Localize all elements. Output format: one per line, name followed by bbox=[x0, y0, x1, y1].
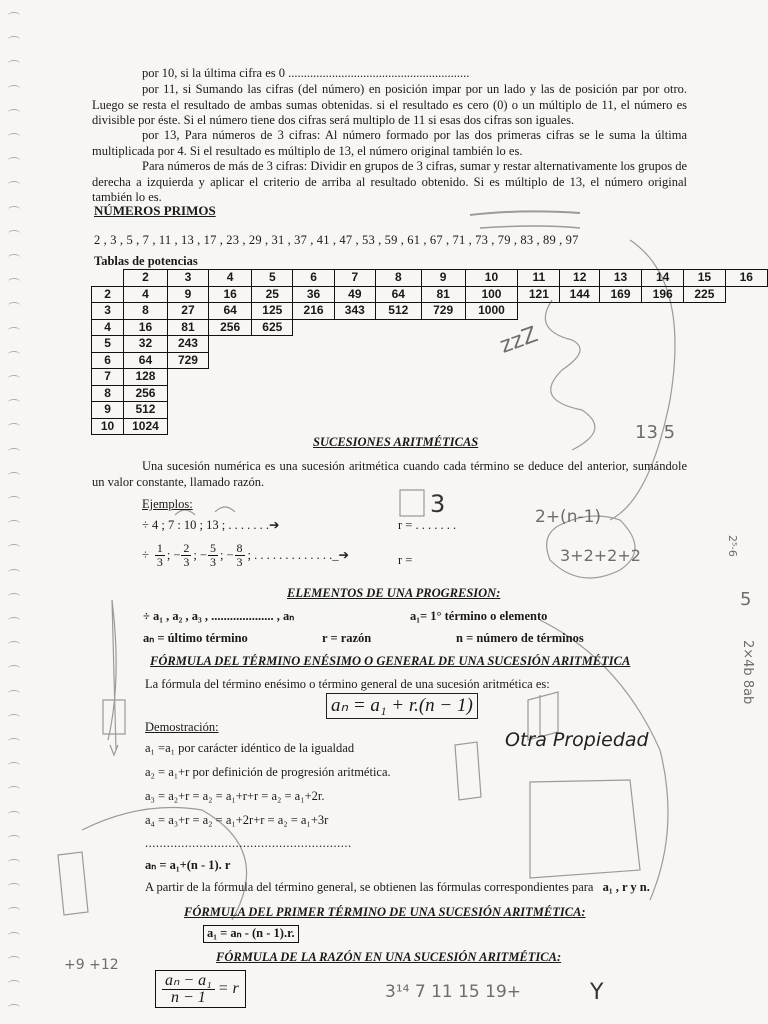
powers-empty bbox=[209, 336, 252, 353]
demo-line: a₄ = a₃+r = a₂ = a₁+2r+r = a₂ = a₁+3r bbox=[145, 813, 329, 827]
powers-empty bbox=[599, 303, 641, 320]
powers-empty bbox=[725, 402, 767, 419]
powers-empty bbox=[684, 336, 725, 353]
powers-value: 49 bbox=[334, 286, 375, 303]
powers-base: 5 bbox=[92, 336, 124, 353]
powers-value: 81 bbox=[421, 286, 465, 303]
powers-value: 27 bbox=[167, 303, 208, 320]
demo-line: a₂ = a₁+r por definición de progresión aritmética. bbox=[145, 765, 391, 779]
sequences-intro: Una sucesión numérica es una sucesión aritmética cuando cada término se deduce del anterior, sumándole un valor constante, llamado razón. bbox=[92, 459, 687, 489]
powers-base: 6 bbox=[92, 352, 124, 369]
powers-row bbox=[92, 303, 768, 320]
powers-title: Tablas de potencias bbox=[94, 254, 198, 268]
powers-empty bbox=[642, 402, 684, 419]
powers-empty bbox=[599, 402, 641, 419]
powers-empty bbox=[421, 369, 465, 386]
powers-value: 1000 bbox=[465, 303, 518, 320]
powers-empty bbox=[599, 369, 641, 386]
powers-empty bbox=[375, 418, 421, 435]
powers-empty bbox=[167, 418, 208, 435]
powers-empty bbox=[252, 418, 293, 435]
powers-exponent: 10 bbox=[465, 270, 518, 287]
example-1: ÷ 4 ; 7 : 10 ; 13 ; . . . . . . .➔ bbox=[142, 518, 280, 532]
general-term-heading: FÓRMULA DEL TÉRMINO ENÉSIMO O GENERAL DE UNA SUCESIÓN ARITMÉTICA bbox=[150, 654, 631, 668]
powers-value: 16 bbox=[209, 286, 252, 303]
powers-empty bbox=[725, 303, 767, 320]
powers-value: 4 bbox=[124, 286, 168, 303]
ratio-fraction bbox=[162, 973, 215, 1005]
general-followup-vars: a₁ , r y n. bbox=[602, 880, 650, 894]
powers-value: 128 bbox=[124, 369, 168, 386]
fraction-sign: − bbox=[173, 547, 181, 562]
powers-value: 121 bbox=[518, 286, 560, 303]
powers-empty bbox=[421, 402, 465, 419]
powers-value: 64 bbox=[124, 352, 168, 369]
powers-empty bbox=[725, 352, 767, 369]
powers-empty bbox=[334, 336, 375, 353]
general-followup bbox=[145, 880, 650, 896]
margin-five: 5 bbox=[740, 589, 752, 610]
powers-base: 2 bbox=[92, 286, 124, 303]
fraction bbox=[226, 542, 244, 569]
powers-empty bbox=[518, 402, 560, 419]
elements-heading: ELEMENTOS DE UNA PROGRESION: bbox=[287, 586, 501, 600]
powers-empty bbox=[684, 385, 725, 402]
rule-13: por 13, Para números de 3 cifras: Al número formado por las dos primeras cifras se le suma la última multiplicada por 4. Si el resultado es múltiplo de 13, el número original también lo es. bbox=[92, 128, 687, 158]
powers-empty bbox=[375, 369, 421, 386]
powers-empty bbox=[599, 385, 641, 402]
powers-empty bbox=[209, 369, 252, 386]
powers-value: 36 bbox=[293, 286, 334, 303]
powers-empty bbox=[252, 369, 293, 386]
fraction-stack bbox=[181, 542, 191, 569]
examples-label: Ejemplos: bbox=[142, 497, 193, 511]
powers-empty bbox=[293, 418, 334, 435]
powers-exponent: 16 bbox=[725, 270, 767, 287]
powers-corner bbox=[92, 270, 124, 287]
powers-value: 512 bbox=[124, 402, 168, 419]
powers-empty bbox=[518, 418, 560, 435]
powers-empty bbox=[375, 402, 421, 419]
powers-empty bbox=[684, 303, 725, 320]
fraction bbox=[173, 542, 197, 569]
powers-empty bbox=[375, 336, 421, 353]
powers-value: 32 bbox=[124, 336, 168, 353]
powers-empty bbox=[293, 369, 334, 386]
powers-value: 256 bbox=[124, 385, 168, 402]
powers-empty bbox=[560, 352, 599, 369]
powers-exponent: 8 bbox=[375, 270, 421, 287]
powers-empty bbox=[421, 319, 465, 336]
fraction-stack bbox=[155, 542, 165, 569]
otra-propiedad-note: Otra Propiedad bbox=[505, 729, 649, 751]
powers-exponent: 13 bbox=[599, 270, 641, 287]
ratio-formula-box bbox=[155, 970, 246, 1008]
powers-empty bbox=[375, 319, 421, 336]
powers-base: 7 bbox=[92, 369, 124, 386]
powers-exponent: 11 bbox=[518, 270, 560, 287]
sequences-heading: SUCESIONES ARITMÉTICAS bbox=[313, 435, 479, 449]
powers-empty bbox=[725, 369, 767, 386]
powers-value: 125 bbox=[252, 303, 293, 320]
powers-empty bbox=[642, 336, 684, 353]
powers-value: 729 bbox=[421, 303, 465, 320]
powers-exponent: 4 bbox=[209, 270, 252, 287]
powers-exponent: 6 bbox=[293, 270, 334, 287]
powers-empty bbox=[725, 336, 767, 353]
powers-base: 3 bbox=[92, 303, 124, 320]
powers-exponent: 7 bbox=[334, 270, 375, 287]
powers-value: 256 bbox=[209, 319, 252, 336]
powers-empty bbox=[209, 402, 252, 419]
fraction-denominator: 3 bbox=[183, 555, 190, 569]
powers-empty bbox=[334, 385, 375, 402]
side-note-2: 3+2+2+2 bbox=[560, 546, 641, 565]
fraction-stack bbox=[235, 542, 245, 569]
powers-empty bbox=[518, 303, 560, 320]
powers-empty bbox=[465, 418, 518, 435]
ratio-numerator: aₙ − a₁ bbox=[162, 973, 215, 990]
powers-exponent: 14 bbox=[642, 270, 684, 287]
powers-header-row bbox=[92, 270, 768, 287]
elements-line1a: ÷ a₁ , a₂ , a₃ , .................... , aₙ bbox=[143, 609, 295, 623]
fraction bbox=[200, 542, 224, 569]
powers-empty bbox=[334, 418, 375, 435]
elements-line2b: r = razón bbox=[322, 631, 372, 645]
powers-value: 8 bbox=[124, 303, 168, 320]
general-result: aₙ = a₁+(n - 1). r bbox=[145, 858, 231, 872]
fraction-sign: − bbox=[199, 547, 207, 562]
powers-exponent: 15 bbox=[684, 270, 725, 287]
fraction-sign: − bbox=[226, 547, 234, 562]
powers-empty bbox=[421, 336, 465, 353]
powers-value: 25 bbox=[252, 286, 293, 303]
general-formula-box: aₙ = a₁ + r.(n − 1) bbox=[326, 693, 478, 719]
elements-line1b: a₁= 1° término o elemento bbox=[410, 609, 548, 623]
powers-empty bbox=[209, 385, 252, 402]
fraction-numerator: 2 bbox=[183, 541, 190, 555]
powers-empty bbox=[725, 319, 767, 336]
powers-empty bbox=[642, 319, 684, 336]
margin-note-1: 2⁵·6 bbox=[726, 535, 739, 557]
demo-dots: ......................................................... bbox=[145, 836, 352, 850]
powers-empty bbox=[560, 402, 599, 419]
powers-value: 64 bbox=[375, 286, 421, 303]
separator: ; bbox=[166, 547, 171, 562]
powers-value: 9 bbox=[167, 286, 208, 303]
powers-empty bbox=[421, 352, 465, 369]
powers-row bbox=[92, 336, 768, 353]
primes-list: 2 , 3 , 5 , 7 , 11 , 13 , 17 , 23 , 29 , 31 , 37 , 41 , 47 , 53 , 59 , 61 , 67 , 71 , 73 , 79 , 83 , 89 , 97 bbox=[94, 233, 579, 247]
powers-empty bbox=[642, 352, 684, 369]
powers-empty bbox=[684, 352, 725, 369]
powers-row bbox=[92, 402, 768, 419]
example-2-tail: ; . . . . . . . . . . . . ._➔ bbox=[247, 547, 349, 562]
powers-empty bbox=[334, 369, 375, 386]
powers-empty bbox=[293, 352, 334, 369]
powers-table bbox=[91, 269, 768, 435]
powers-empty bbox=[209, 418, 252, 435]
powers-exponent: 12 bbox=[560, 270, 599, 287]
powers-row bbox=[92, 352, 768, 369]
example-2-fractions bbox=[155, 542, 248, 569]
general-followup-text: A partir de la fórmula del término general, se obtienen las fórmulas correspondientes para bbox=[145, 880, 594, 894]
powers-empty bbox=[293, 402, 334, 419]
powers-empty bbox=[642, 369, 684, 386]
powers-base: 4 bbox=[92, 319, 124, 336]
powers-value: 196 bbox=[642, 286, 684, 303]
powers-value: 64 bbox=[209, 303, 252, 320]
primes-heading: NÚMEROS PRIMOS bbox=[94, 203, 216, 218]
example-1-r: r = . . . . . . . bbox=[398, 518, 457, 532]
powers-empty bbox=[465, 385, 518, 402]
y-note: Y bbox=[590, 980, 604, 1005]
powers-empty bbox=[167, 402, 208, 419]
powers-row bbox=[92, 385, 768, 402]
powers-exponent: 2 bbox=[124, 270, 168, 287]
powers-empty bbox=[334, 402, 375, 419]
separator: ; bbox=[219, 547, 224, 562]
powers-empty bbox=[421, 385, 465, 402]
powers-empty bbox=[293, 319, 334, 336]
powers-empty bbox=[560, 303, 599, 320]
powers-empty bbox=[725, 385, 767, 402]
powers-exponent: 9 bbox=[421, 270, 465, 287]
powers-value: 1024 bbox=[124, 418, 168, 435]
powers-value: 625 bbox=[252, 319, 293, 336]
separator: ; bbox=[193, 547, 197, 562]
powers-value: 81 bbox=[167, 319, 208, 336]
powers-empty bbox=[684, 369, 725, 386]
powers-empty bbox=[684, 418, 725, 435]
powers-base: 8 bbox=[92, 385, 124, 402]
powers-empty bbox=[642, 385, 684, 402]
fraction-numerator: 1 bbox=[156, 541, 163, 555]
powers-value: 216 bbox=[293, 303, 334, 320]
powers-empty bbox=[684, 319, 725, 336]
powers-empty bbox=[252, 385, 293, 402]
note-13-5: 13 5 bbox=[635, 422, 676, 443]
powers-exponent: 3 bbox=[167, 270, 208, 287]
powers-empty bbox=[293, 385, 334, 402]
example-2: ÷ $\frac{1}{3}$ ; − $\frac{2}{3}$ ; − $\frac{5}{3}$ ; − $\frac{8}{3}$ ; . . . . . . . . . . . . ._➔ bbox=[142, 541, 349, 569]
powers-empty bbox=[560, 418, 599, 435]
powers-value: 225 bbox=[684, 286, 725, 303]
powers-exponent: 5 bbox=[252, 270, 293, 287]
powers-empty bbox=[293, 336, 334, 353]
powers-value: 144 bbox=[560, 286, 599, 303]
margin-note-2: 2×4b 8ab bbox=[740, 640, 755, 705]
rule-13-large: Para números de más de 3 cifras: Dividir en grupos de 3 cifras, sumar y restar alternativamente los grupos de derecha a izquierda y aplicar el criterio de arriba al resultado obtenido. Si es múltiplo de 13, el número original también lo es. bbox=[92, 159, 687, 204]
powers-value: 169 bbox=[599, 286, 641, 303]
demo-line: a₁ =a₁ por carácter idéntico de la igualdad bbox=[145, 741, 355, 755]
fraction-denominator: 3 bbox=[236, 555, 243, 569]
powers-base: 10 bbox=[92, 418, 124, 435]
powers-empty bbox=[334, 352, 375, 369]
powers-empty bbox=[725, 418, 767, 435]
demo-label: Demostración: bbox=[145, 720, 219, 734]
powers-empty bbox=[518, 369, 560, 386]
first-term-formula: a₁ = aₙ - (n - 1).r. bbox=[203, 925, 299, 943]
powers-empty bbox=[167, 369, 208, 386]
fraction-numerator: 8 bbox=[236, 541, 243, 555]
powers-empty bbox=[642, 303, 684, 320]
powers-empty bbox=[252, 402, 293, 419]
fraction bbox=[155, 542, 170, 569]
first-term-heading: FÓRMULA DEL PRIMER TÉRMINO DE UNA SUCESIÓN ARITMÉTICA: bbox=[184, 905, 586, 919]
side-note-1: 2+(n-1) bbox=[535, 507, 602, 527]
powers-empty bbox=[465, 369, 518, 386]
powers-empty bbox=[599, 352, 641, 369]
powers-empty bbox=[560, 336, 599, 353]
powers-row bbox=[92, 369, 768, 386]
zzz-sketch: zzZ bbox=[496, 322, 542, 359]
powers-empty bbox=[252, 352, 293, 369]
powers-value: 343 bbox=[334, 303, 375, 320]
ratio-denominator: n − 1 bbox=[170, 988, 206, 1006]
powers-empty bbox=[560, 385, 599, 402]
powers-empty bbox=[599, 319, 641, 336]
elements-line2a: aₙ = último término bbox=[143, 631, 248, 645]
powers-empty bbox=[560, 319, 599, 336]
powers-empty bbox=[518, 352, 560, 369]
powers-empty bbox=[599, 336, 641, 353]
bottom-sequence-note: 3¹⁴ 7 11 15 19+ bbox=[385, 982, 522, 1002]
powers-value: 729 bbox=[167, 352, 208, 369]
general-intro: La fórmula del término enésimo o término general de una sucesión aritmética es: bbox=[145, 677, 550, 691]
powers-empty bbox=[252, 336, 293, 353]
powers-empty bbox=[560, 369, 599, 386]
answer-r-handwritten: 3 bbox=[430, 490, 446, 518]
powers-empty bbox=[421, 418, 465, 435]
powers-empty bbox=[518, 385, 560, 402]
fraction-denominator: 3 bbox=[156, 555, 163, 569]
powers-empty bbox=[684, 402, 725, 419]
example-2-r: r = bbox=[398, 553, 413, 567]
fraction-denominator: 3 bbox=[209, 555, 216, 569]
powers-empty bbox=[375, 385, 421, 402]
fraction-numerator: 5 bbox=[209, 541, 216, 555]
powers-value: 243 bbox=[167, 336, 208, 353]
rule-10: por 10, si la última cifra es 0 .......................................................... bbox=[142, 66, 470, 80]
powers-empty bbox=[375, 352, 421, 369]
powers-base: 9 bbox=[92, 402, 124, 419]
powers-row bbox=[92, 286, 768, 303]
powers-empty bbox=[209, 352, 252, 369]
powers-empty bbox=[334, 319, 375, 336]
powers-row bbox=[92, 319, 768, 336]
left-note: +9 +12 bbox=[64, 957, 119, 973]
demo-line: a₃ = a₂+r = a₂ = a₁+r+r = a₂ = a₁+2r. bbox=[145, 789, 325, 803]
powers-empty bbox=[465, 402, 518, 419]
powers-empty bbox=[167, 385, 208, 402]
rule-11: por 11, si Sumando las cifras (del número) en posición impar por un lado y las de posición par por otro. Luego se resta el resultado de ambas sumas obtenidas. si el resultado es cero (0) o un múltiplo de 11, el número es divisible por éste. Si el número tiene dos cifras será multiplo de 11 si esas dos cifras son iguales. bbox=[92, 82, 687, 127]
powers-value: 512 bbox=[375, 303, 421, 320]
elements-line2c: n = número de términos bbox=[456, 631, 584, 645]
ratio-heading: FÓRMULA DE LA RAZÓN EN UNA SUCESIÓN ARITMÉTICA: bbox=[216, 950, 562, 964]
powers-value: 16 bbox=[124, 319, 168, 336]
powers-value: 100 bbox=[465, 286, 518, 303]
powers-empty bbox=[725, 286, 767, 303]
fraction-stack bbox=[208, 542, 218, 569]
ratio-rhs: = r bbox=[217, 980, 239, 998]
